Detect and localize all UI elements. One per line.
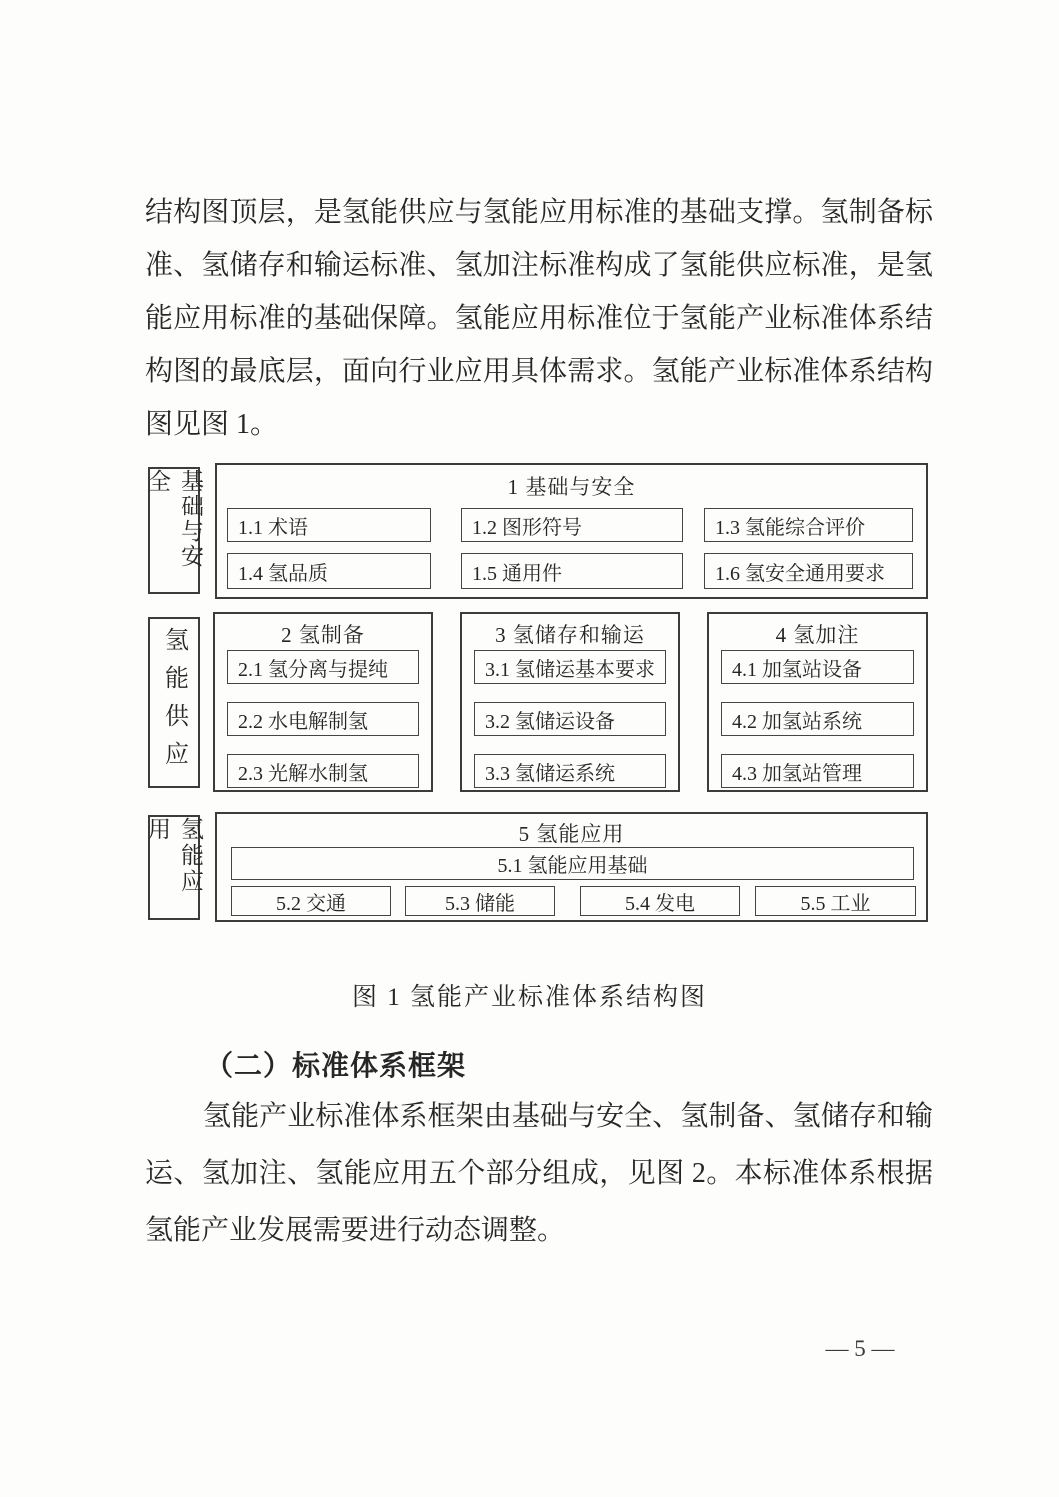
section2-col2-title: 3 氢储存和输运 — [495, 623, 645, 647]
item-box-2-2: 2.2 水电解制氢 — [227, 702, 419, 736]
paragraph-line: 能应用标准的基础保障。氢能应用标准位于氢能产业标准体系结 — [145, 303, 933, 334]
item-box-5-2: 5.2 交通 — [231, 886, 391, 916]
section1-title: 1 基础与安全 — [507, 475, 636, 499]
paragraph-line: 构图的最底层，面向行业应用具体需求。氢能产业标准体系结构 — [145, 356, 933, 387]
paragraph-line: 氢能产业发展需要进行动态调整。 — [145, 1215, 566, 1246]
item-box-4-2: 4.2 加氢站系统 — [721, 702, 914, 736]
item-box-1-5: 1.5 通用件 — [461, 553, 683, 589]
paragraph-line: 运、氢加注、氢能应用五个部分组成，见图 2。本标准体系根据 — [145, 1158, 933, 1189]
item-box-5-5: 5.5 工业 — [755, 886, 916, 916]
section-heading: （二）标准体系框架 — [205, 1051, 467, 1082]
item-box-3-3: 3.3 氢储运系统 — [474, 754, 666, 788]
paragraph-line: 图见图 1。 — [145, 409, 279, 440]
section3-title: 5 氢能应用 — [518, 822, 625, 846]
top-paragraph — [145, 186, 933, 451]
section3-box — [215, 812, 928, 922]
page-number: — 5 — — [825, 1336, 895, 1361]
item-box-2-1: 2.1 氢分离与提纯 — [227, 650, 419, 684]
item-box-2-3: 2.3 光解水制氢 — [227, 754, 419, 788]
paragraph-line: 氢能产业标准体系框架由基础与安全、氢制备、氢储存和输 — [203, 1101, 933, 1132]
side-label-hydrogen-application: 氢能应用 — [148, 815, 200, 920]
paragraph-line: 准、氢储存和输运标准、氢加注标准构成了氢能供应标准，是氢 — [145, 250, 933, 281]
item-box-5-1: 5.1 氢能应用基础 — [231, 847, 914, 880]
section2-col1-title: 2 氢制备 — [281, 623, 365, 647]
section2-column-storage-transport — [460, 612, 680, 792]
item-box-3-2: 3.2 氢储运设备 — [474, 702, 666, 736]
figure-caption: 图 1 氢能产业标准体系结构图 — [351, 984, 707, 1011]
section2-column-refueling — [707, 612, 928, 792]
item-box-5-3: 5.3 储能 — [405, 886, 555, 916]
section1-box — [215, 463, 928, 599]
item-box-5-4: 5.4 发电 — [580, 886, 740, 916]
item-box-1-1: 1.1 术语 — [227, 508, 431, 542]
paragraph-line: 结构图顶层，是氢能供应与氢能应用标准的基础支撑。氢制备标 — [145, 197, 933, 228]
item-box-1-3: 1.3 氢能综合评价 — [704, 508, 913, 542]
section2-column-production — [213, 612, 433, 792]
bottom-paragraph — [145, 1088, 933, 1259]
figure-1-diagram — [145, 463, 932, 923]
item-box-1-2: 1.2 图形符号 — [461, 508, 683, 542]
item-box-3-1: 3.1 氢储运基本要求 — [474, 650, 666, 684]
side-label-foundation-safety: 基础与安全 — [148, 467, 200, 594]
item-box-4-3: 4.3 加氢站管理 — [721, 754, 914, 788]
item-box-4-1: 4.1 加氢站设备 — [721, 650, 914, 684]
side-label-hydrogen-supply: 氢能供应 — [148, 617, 200, 788]
section2-col3-title: 4 氢加注 — [775, 623, 860, 647]
item-box-1-4: 1.4 氢品质 — [227, 553, 431, 589]
item-box-1-6: 1.6 氢安全通用要求 — [704, 553, 913, 589]
